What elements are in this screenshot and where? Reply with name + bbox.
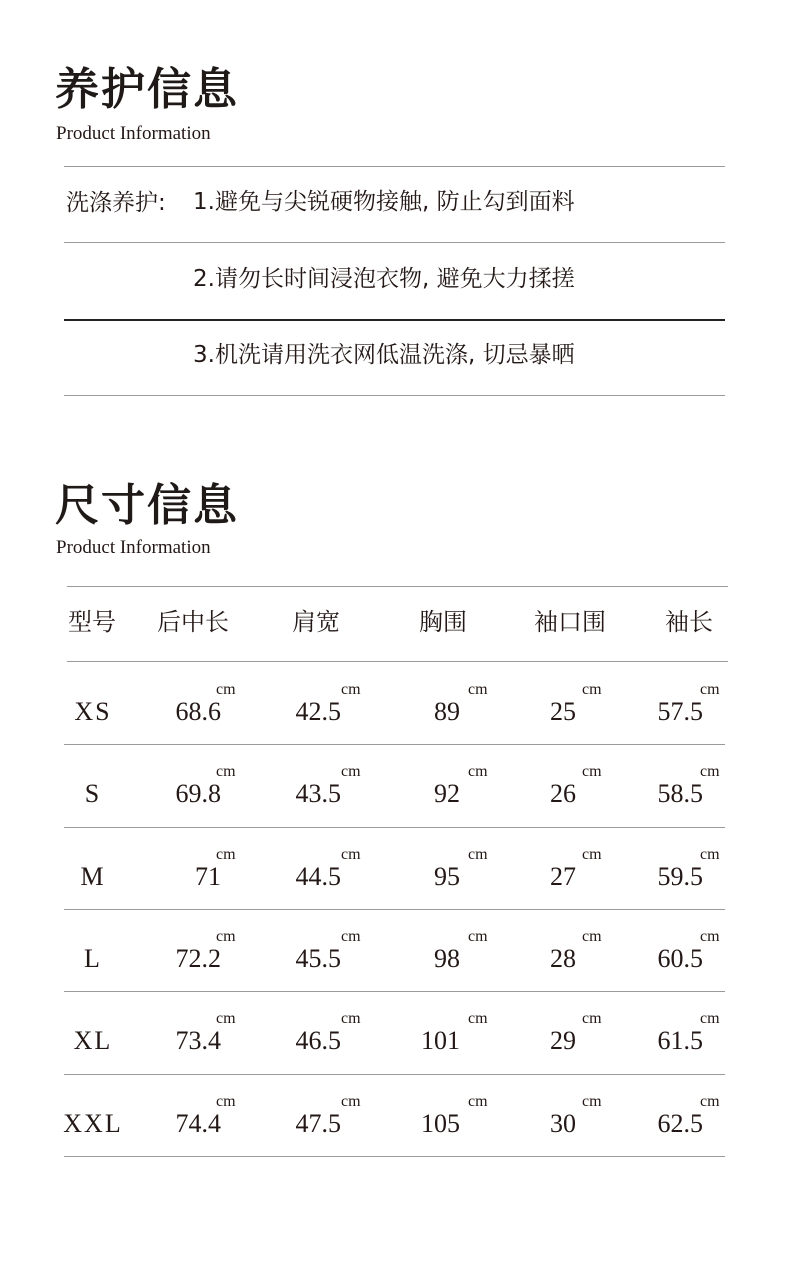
size-cell: M xyxy=(80,861,106,891)
unit-label: cm xyxy=(341,927,361,945)
measurement-value: 29 xyxy=(550,1026,576,1056)
unit-label: cm xyxy=(216,1010,236,1028)
header-back-length: 后中长 xyxy=(157,608,229,636)
size-cell: XS xyxy=(74,697,112,726)
measurement-value: 59.5 xyxy=(657,861,703,891)
size-cell: XL xyxy=(73,1026,113,1056)
measurement-value: 68.6 xyxy=(175,697,221,726)
measurement-value: 58.5 xyxy=(657,779,703,809)
measurement-value: 25 xyxy=(550,697,576,726)
measurement-value: 43.5 xyxy=(295,779,341,809)
size-row-divider xyxy=(64,827,725,828)
size-row-divider xyxy=(64,744,725,745)
measurement-value: 61.5 xyxy=(657,1026,703,1056)
unit-label: cm xyxy=(216,763,236,781)
size-table-top-line xyxy=(67,586,728,587)
care-item-1: 1.避免与尖锐硬物接触, 防止勾到面料 xyxy=(193,189,575,215)
care-item-3: 3.机洗请用洗衣网低温洗涤, 切忌暴晒 xyxy=(193,342,575,368)
unit-label: cm xyxy=(582,1092,602,1110)
unit-label: cm xyxy=(700,681,720,698)
unit-label: cm xyxy=(468,927,488,945)
size-section-subtitle: Product Information xyxy=(56,537,211,558)
header-shoulder: 肩宽 xyxy=(292,608,340,636)
unit-label: cm xyxy=(468,845,488,863)
unit-label: cm xyxy=(468,1010,488,1028)
care-divider-2 xyxy=(64,319,725,321)
measurement-value: 46.5 xyxy=(295,1026,341,1056)
unit-label: cm xyxy=(700,845,720,863)
care-label: 洗涤养护: xyxy=(66,190,166,216)
care-item-2: 2.请勿长时间浸泡衣物, 避免大力揉搓 xyxy=(193,266,575,292)
unit-label: cm xyxy=(216,927,236,945)
unit-label: cm xyxy=(341,845,361,863)
care-divider-bottom xyxy=(64,395,725,396)
measurement-value: 62.5 xyxy=(657,1108,703,1138)
measurement-value: 47.5 xyxy=(295,1108,341,1138)
unit-label: cm xyxy=(700,927,720,945)
unit-label: cm xyxy=(582,763,602,781)
measurement-value: 44.5 xyxy=(295,861,341,891)
unit-label: cm xyxy=(468,1092,488,1110)
size-cell: XXL xyxy=(63,1108,123,1138)
size-row-divider xyxy=(64,909,725,910)
header-chest: 胸围 xyxy=(419,608,467,636)
unit-label: cm xyxy=(582,681,602,698)
header-cuff: 袖口围 xyxy=(534,608,606,636)
unit-label: cm xyxy=(341,681,361,698)
unit-label: cm xyxy=(582,845,602,863)
size-cell: L xyxy=(84,943,102,973)
measurement-value: 28 xyxy=(550,943,576,973)
measurement-value: 26 xyxy=(550,779,576,809)
measurement-value: 98 xyxy=(434,943,460,973)
measurement-value: 95 xyxy=(434,861,460,891)
measurement-value: 57.5 xyxy=(657,697,703,726)
size-table-header-line xyxy=(67,661,728,662)
unit-label: cm xyxy=(341,1010,361,1028)
measurement-value: 89 xyxy=(434,697,460,726)
measurement-value: 105 xyxy=(421,1108,460,1138)
unit-label: cm xyxy=(216,845,236,863)
header-model: 型号 xyxy=(68,608,116,636)
size-row-divider xyxy=(64,1156,725,1157)
measurement-value: 27 xyxy=(550,861,576,891)
size-row-divider xyxy=(64,991,725,992)
measurement-value: 30 xyxy=(550,1108,576,1138)
care-section-title: 养护信息 xyxy=(55,64,239,115)
unit-label: cm xyxy=(341,763,361,781)
unit-label: cm xyxy=(468,681,488,698)
unit-label: cm xyxy=(216,681,236,698)
measurement-value: 42.5 xyxy=(295,697,341,726)
measurement-value: 74.4 xyxy=(175,1108,221,1138)
unit-label: cm xyxy=(700,1010,720,1028)
unit-label: cm xyxy=(582,1010,602,1028)
unit-label: cm xyxy=(341,1092,361,1110)
measurement-value: 92 xyxy=(434,779,460,809)
unit-label: cm xyxy=(700,763,720,781)
measurement-value: 101 xyxy=(421,1026,460,1056)
unit-label: cm xyxy=(468,763,488,781)
size-row-divider xyxy=(64,1074,725,1075)
unit-label: cm xyxy=(216,1092,236,1110)
measurement-value: 72.2 xyxy=(175,943,221,973)
care-divider-1 xyxy=(64,242,725,243)
unit-label: cm xyxy=(582,927,602,945)
header-sleeve-length: 袖长 xyxy=(665,608,713,636)
measurement-value: 73.4 xyxy=(175,1026,221,1056)
size-section-title: 尺寸信息 xyxy=(55,480,239,531)
measurement-value: 71 xyxy=(195,861,221,891)
measurement-value: 60.5 xyxy=(657,943,703,973)
measurement-value: 69.8 xyxy=(175,779,221,809)
care-divider-top xyxy=(64,166,725,167)
care-section-subtitle: Product Information xyxy=(56,123,211,144)
size-cell: S xyxy=(84,779,102,809)
unit-label: cm xyxy=(700,1092,720,1110)
measurement-value: 45.5 xyxy=(295,943,341,973)
